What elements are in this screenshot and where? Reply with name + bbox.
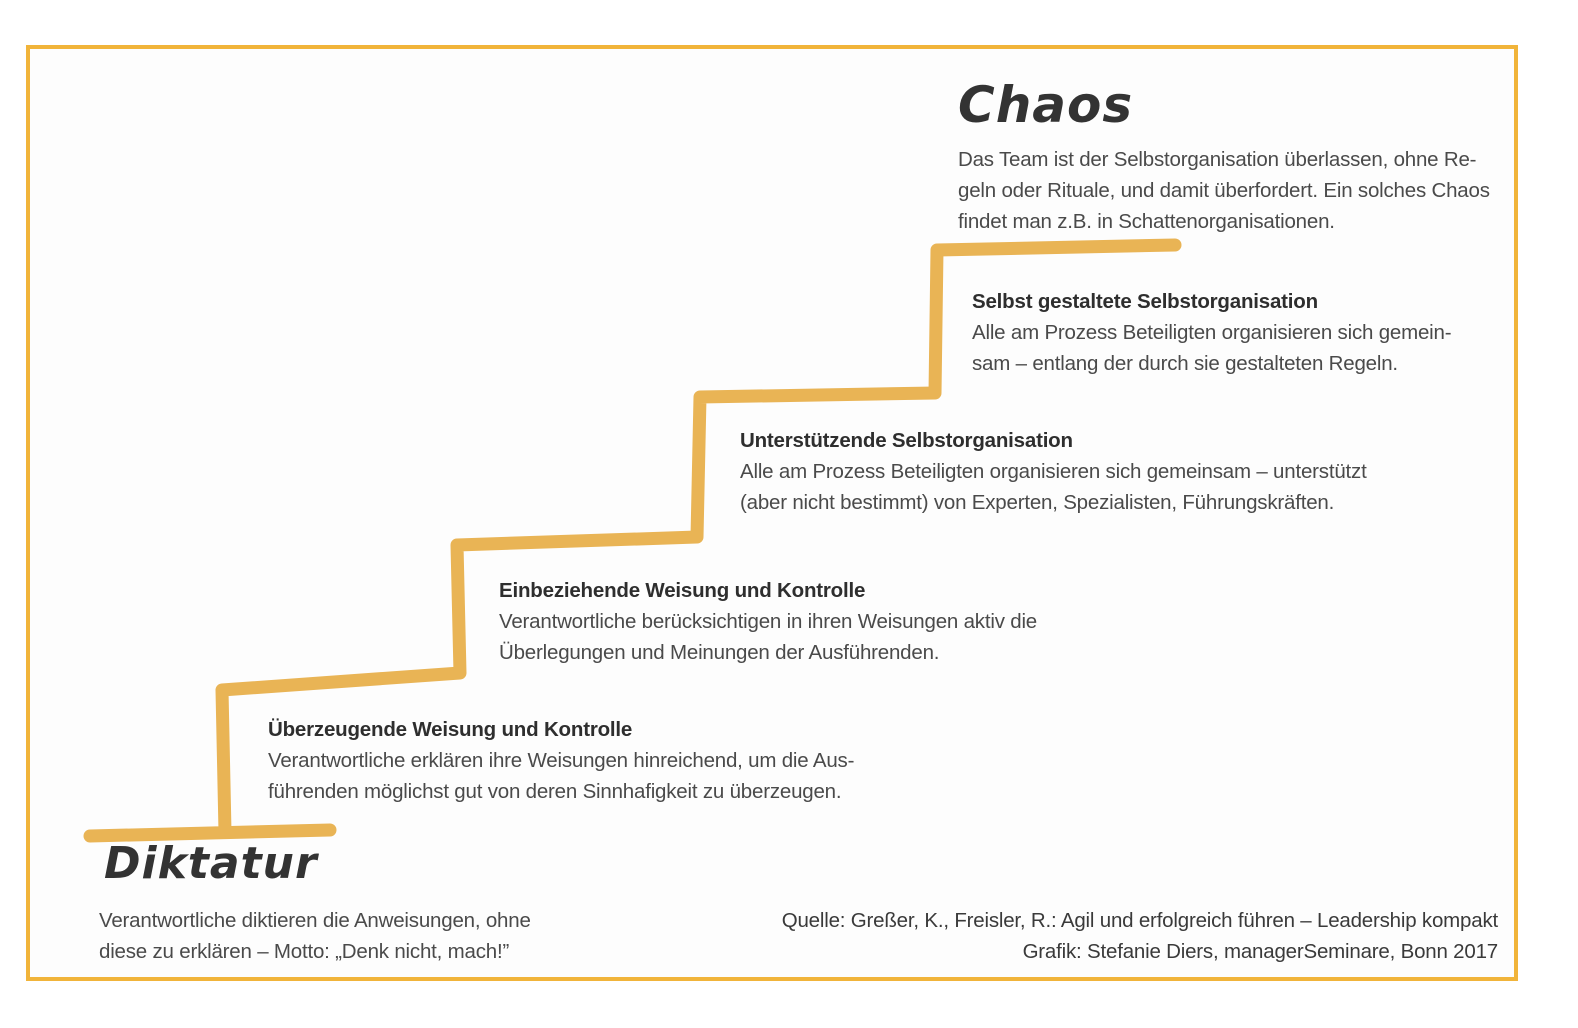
chaos-description: [958, 144, 1503, 237]
source-line: Quelle: Greßer, K., Freisler, R.: Agil und erfolgreich führen – Leadership kompakt: [781, 909, 1498, 932]
step-description: Verantwortliche erklären ihre Weisungen hinreichend, um die Aus-führenden möglichst gut von deren Sinnhafigkeit zu überzeugen.: [268, 749, 855, 803]
chaos-description-text: Das Team ist der Selbstorganisation überlassen, ohne Re-geln oder Rituale, und damit überfordert. Ein solches Chaos findet man z.B. in Schattenorganisationen.: [958, 148, 1490, 233]
diktatur-title: Diktatur: [104, 838, 318, 889]
step-title: Überzeugende Weisung und Kontrolle: [268, 718, 633, 741]
step-unterstuetzende-selbstorganisation: [740, 425, 1400, 518]
step-description: Alle am Prozess Beteiligten organisieren sich gemeinsam – unterstützt (aber nicht bestimmt) von Experten, Spezialisten, Führungskräften.: [740, 460, 1367, 514]
chaos-title: Chaos: [958, 76, 1134, 134]
step-ueberzeugende-weisung: [268, 714, 868, 807]
step-title: Selbst gestaltete Selbstorganisation: [972, 290, 1318, 313]
step-description: Verantwortliche berücksichtigen in ihren Weisungen aktiv die Überlegungen und Meinungen der Ausführenden.: [499, 610, 1038, 664]
step-einbeziehende-weisung: [499, 575, 1039, 668]
graphic-credit-line: Grafik: Stefanie Diers, managerSeminare, Bonn 2017: [1022, 940, 1498, 963]
diktatur-description: [99, 905, 569, 967]
step-title: Einbeziehende Weisung und Kontrolle: [499, 579, 866, 602]
diktatur-description-text: Verantwortliche diktieren die Anweisungen, ohne diese zu erklären – Motto: „Denk nicht, mach!”: [99, 909, 531, 963]
step-description: Alle am Prozess Beteiligten organisieren sich gemein-sam – entlang der durch sie gestalteten Regeln.: [972, 321, 1452, 375]
step-selbst-gestaltete-selbstorganisation: [972, 286, 1472, 379]
source-credit: [782, 905, 1498, 967]
step-title: Unterstützende Selbstorganisation: [740, 429, 1073, 452]
